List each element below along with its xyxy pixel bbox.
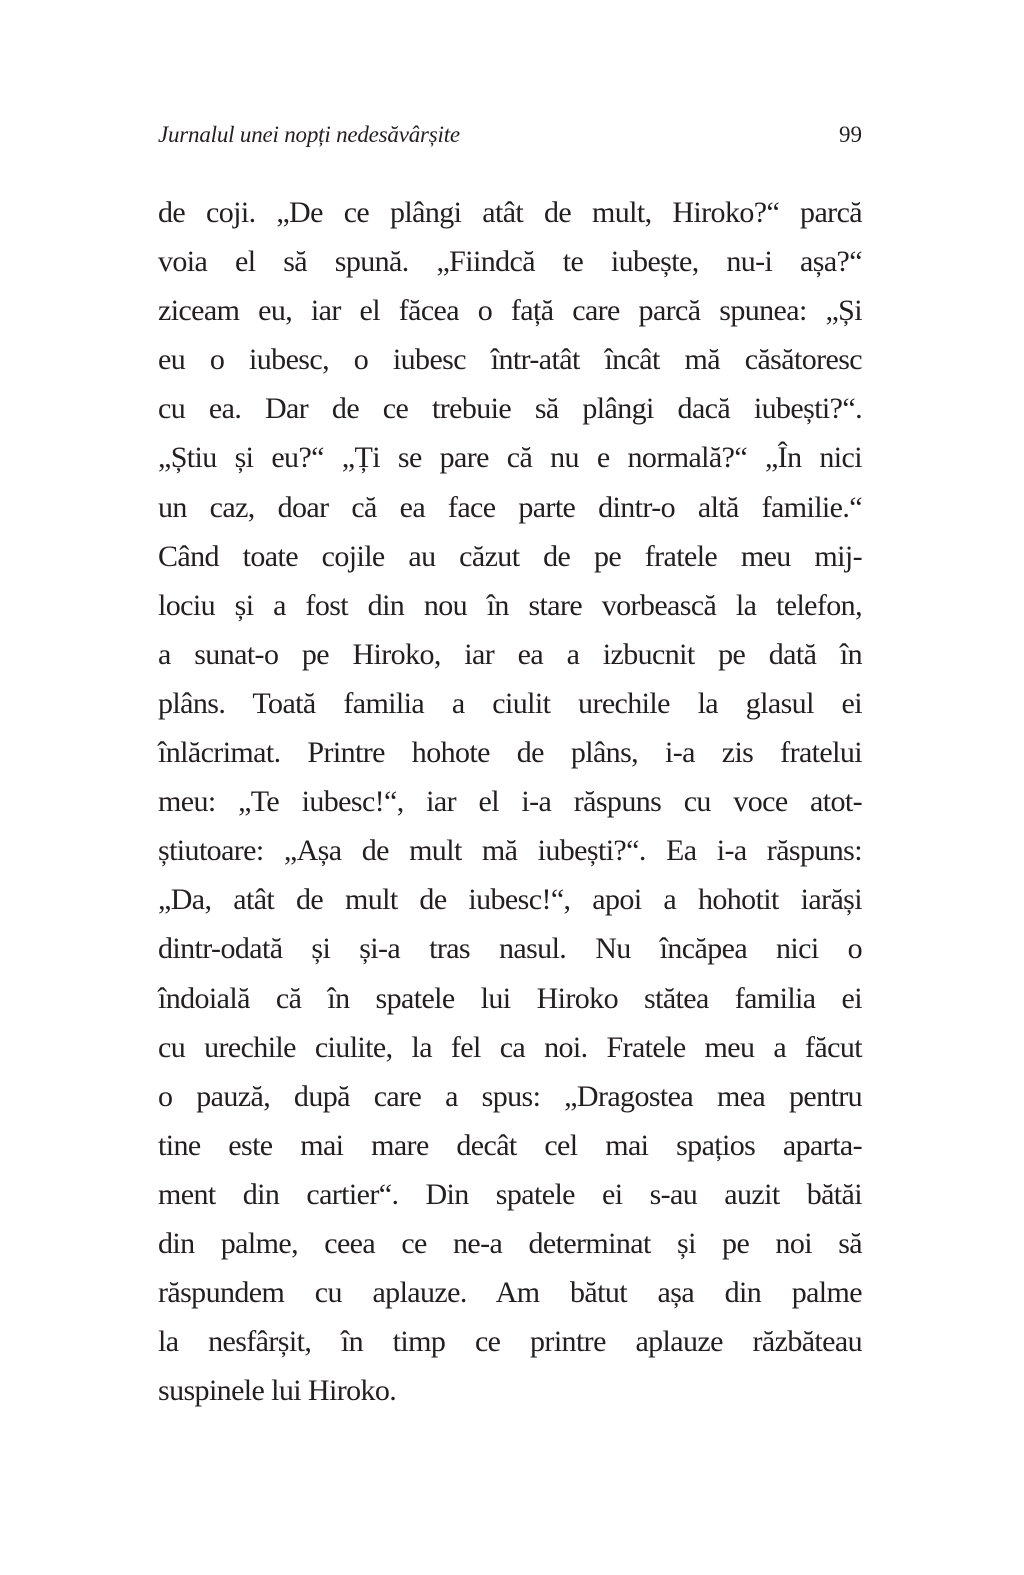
text-line: cu urechile ciulite, la fel ca noi. Fratele meu a făcut bbox=[158, 1030, 862, 1064]
text-line: tine este mai mare decât cel mai spațios aparta- bbox=[158, 1128, 862, 1162]
text-line: Când toate cojile au căzut de pe fratele meu mij- bbox=[158, 539, 862, 573]
text-line: răspundem cu aplauze. Am bătut așa din palme bbox=[158, 1276, 862, 1310]
text-line: știutoare: „Așa de mult mă iubești?“. Ea i-a răspuns: bbox=[158, 834, 862, 868]
page-number: 99 bbox=[839, 122, 862, 147]
text-line: „Da, atât de mult de iubesc!“, apoi a hohotit iarăși bbox=[158, 883, 862, 917]
text-line: cu ea. Dar de ce trebuie să plângi dacă iubești?“. bbox=[158, 392, 862, 426]
text-line: meu: „Te iubesc!“, iar el i-a răspuns cu voce atot- bbox=[158, 785, 862, 819]
text-line: a sunat-o pe Hiroko, iar ea a izbucnit pe dată în bbox=[158, 637, 862, 671]
text-line: înlăcrimat. Printre hohote de plâns, i-a zis fratelui bbox=[158, 736, 862, 770]
text-line: ment din cartier“. Din spatele ei s-au auzit bătăi bbox=[158, 1177, 862, 1211]
text-line: dintr-odată și și-a tras nasul. Nu încăpea nici o bbox=[158, 932, 862, 966]
body-text bbox=[158, 188, 862, 1415]
text-line: ziceam eu, iar el făcea o față care parcă spunea: „Și bbox=[158, 294, 862, 328]
text-line: „Știu și eu?“ „Ți se pare că nu e normală?“ „În nici bbox=[158, 441, 862, 475]
text-line: voia el să spună. „Fiindcă te iubește, nu-i așa?“ bbox=[158, 245, 862, 279]
text-line: lociu și a fost din nou în stare vorbească la telefon, bbox=[158, 588, 862, 622]
text-line: îndoială că în spatele lui Hiroko stătea familia ei bbox=[158, 981, 862, 1015]
text-line: eu o iubesc, o iubesc într-atât încât mă căsătoresc bbox=[158, 343, 862, 377]
text-line: de coji. „De ce plângi atât de mult, Hiroko?“ parcă bbox=[158, 196, 862, 229]
text-line: la nesfârșit, în timp ce printre aplauze răzbăteau bbox=[158, 1325, 862, 1359]
text-line: din palme, ceea ce ne-a determinat și pe noi să bbox=[158, 1226, 862, 1260]
running-header bbox=[158, 118, 862, 154]
text-line: plâns. Toată familia a ciulit urechile la glasul ei bbox=[158, 686, 862, 720]
text-line: o pauză, după care a spus: „Dragostea mea pentru bbox=[158, 1079, 862, 1113]
running-title: Jurnalul unei nopți nedesăvârșite bbox=[158, 122, 460, 147]
text-line: suspinele lui Hiroko. bbox=[158, 1374, 397, 1408]
text-line: un caz, doar că ea face parte dintr-o altă familie.“ bbox=[158, 490, 862, 524]
